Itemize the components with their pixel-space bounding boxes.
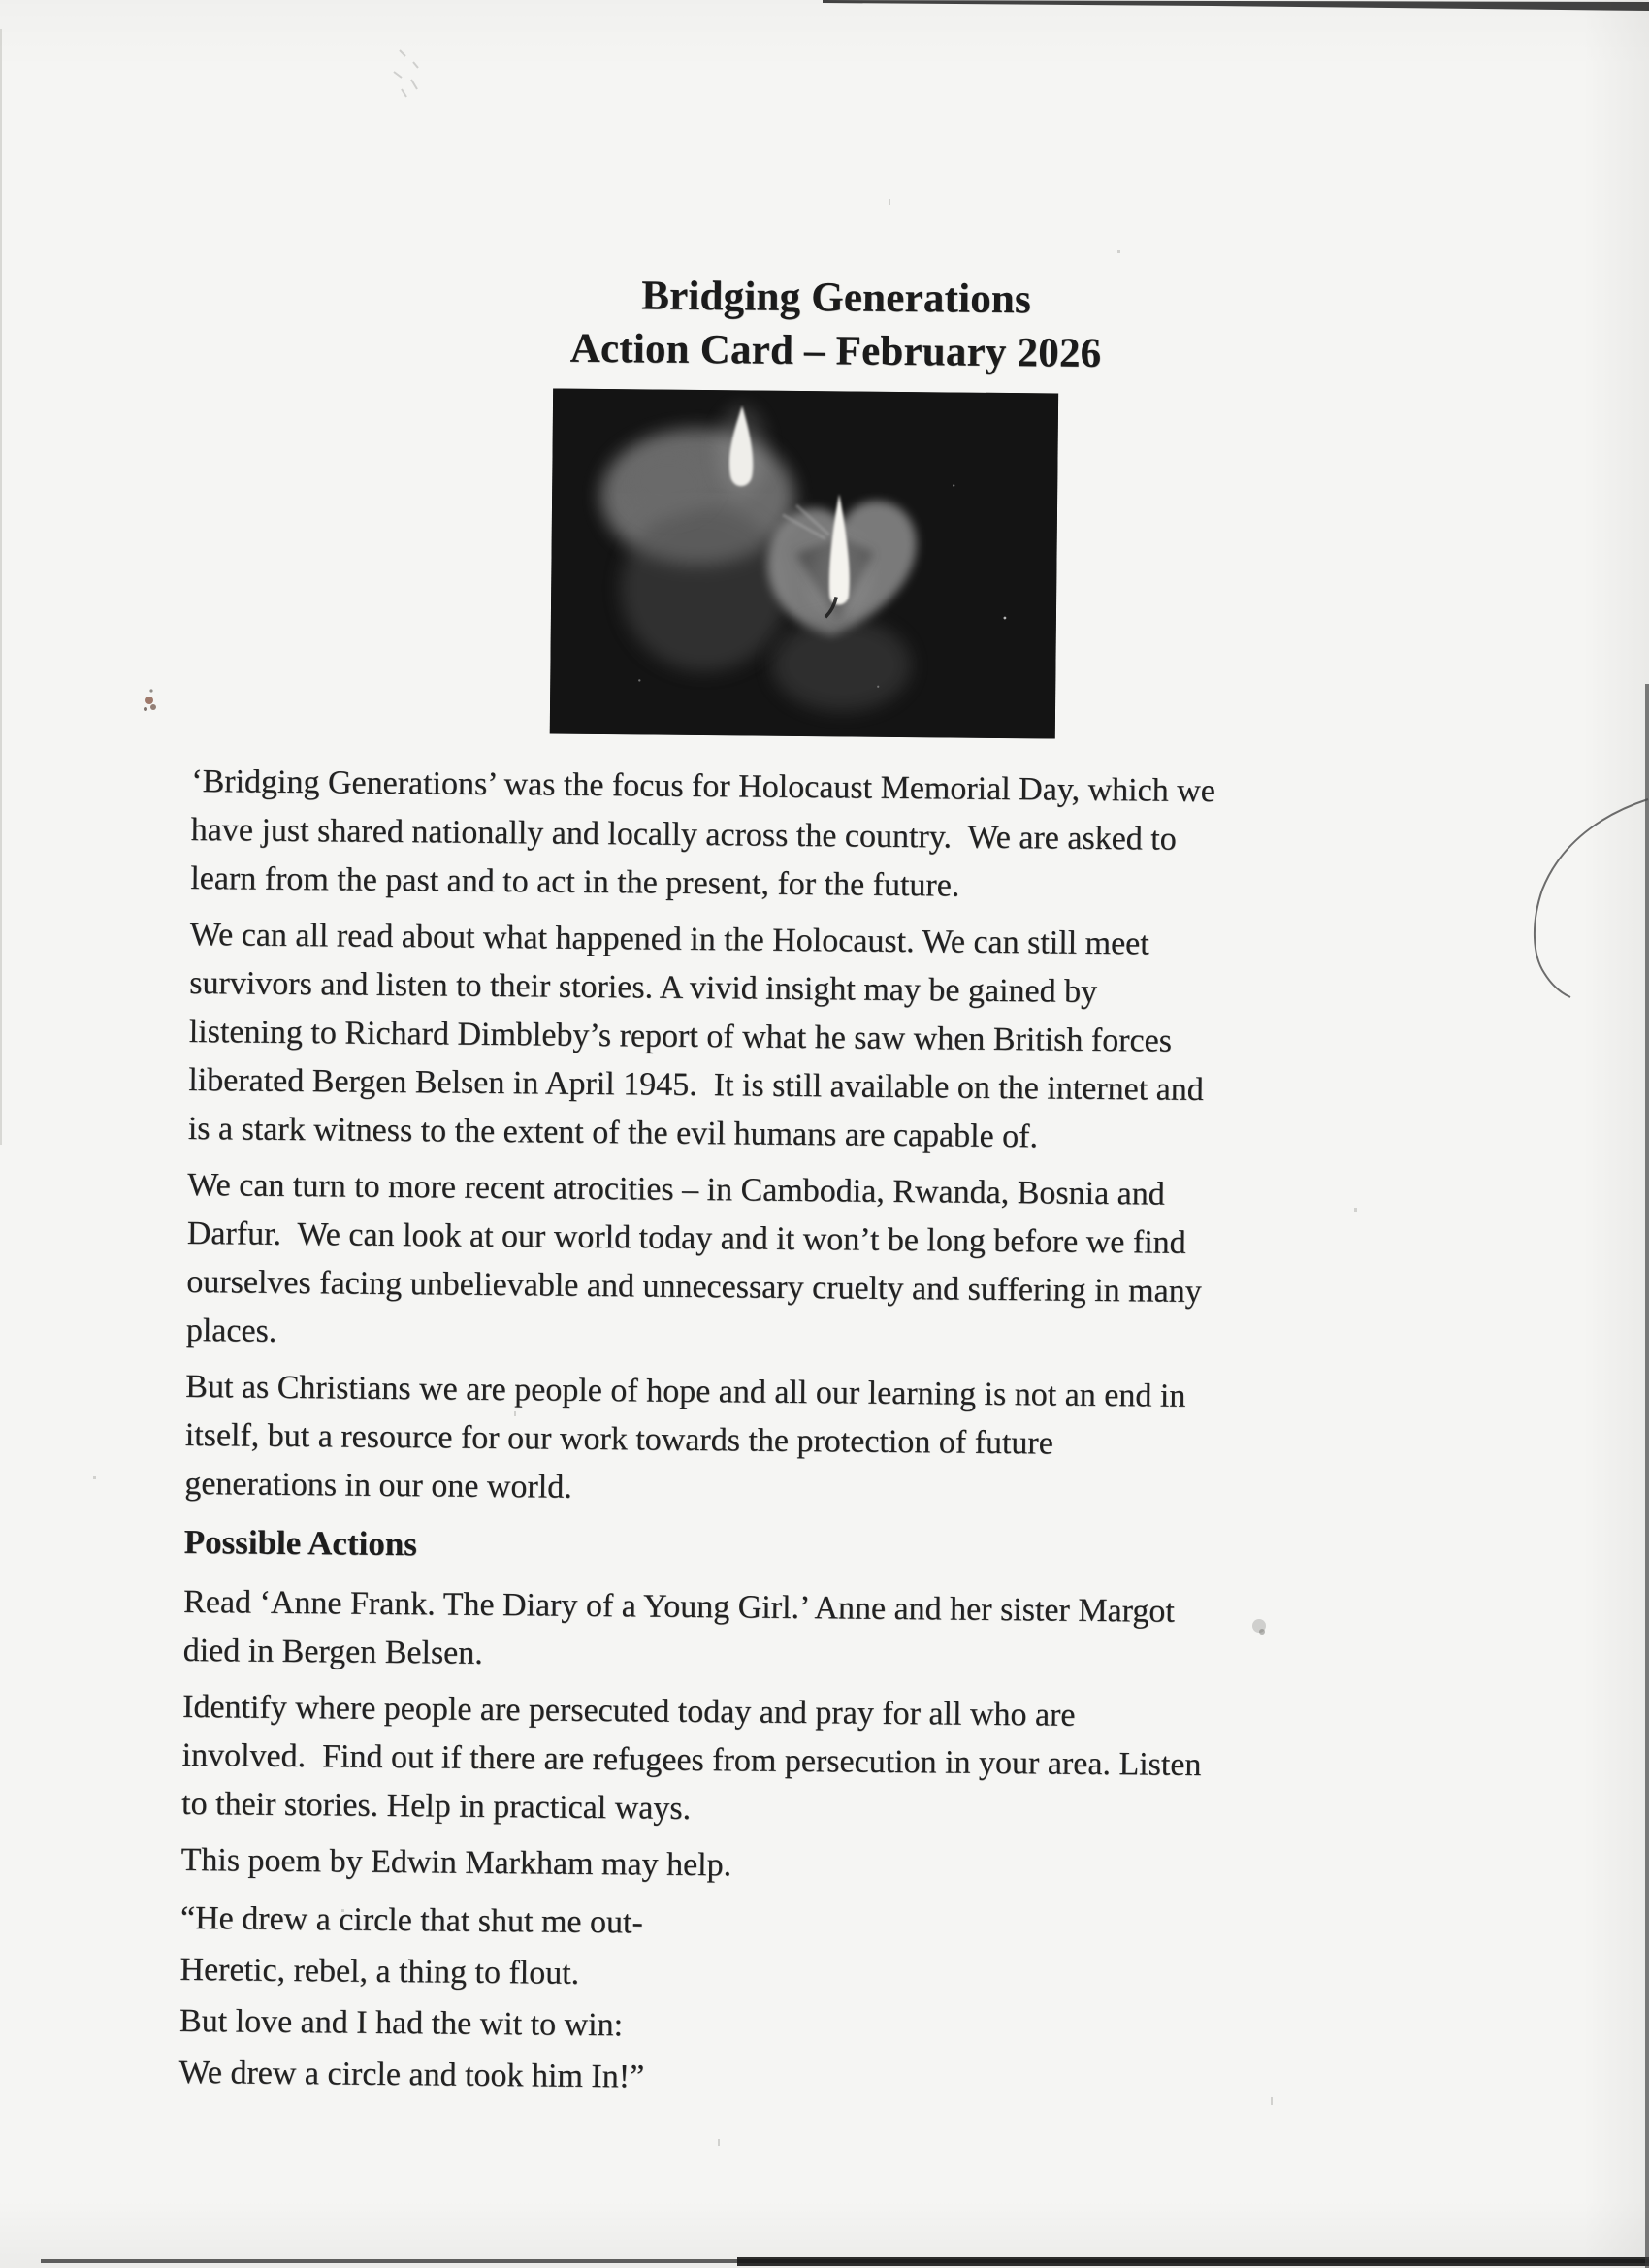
hair-curve-artifact <box>1535 799 1648 997</box>
body-text <box>178 758 1471 2111</box>
title-line-1: Bridging Generations <box>640 273 1032 323</box>
red-speck-artifact <box>144 689 156 711</box>
paragraph-intro: ‘Bridging Generations’ was the focus for Holocaust Memorial Day, which we have just shared nationally and locally across the country. We are asked to learn from the past and to act in the present, for the future. <box>190 762 1215 904</box>
scanner-edge-line-bottom-right <box>737 2257 1649 2266</box>
scanner-edge-line-bottom <box>41 2259 1649 2263</box>
scanner-edge-line-left <box>0 29 2 1145</box>
candles-illustration <box>550 389 1058 739</box>
paragraph-anne-frank: Read ‘Anne Frank. The Diary of a Young Girl.’ Anne and her sister Margot died in Bergen Belsen. <box>182 1583 1175 1671</box>
paragraph-hope: But as Christians we are people of hope and all our learning is not an end in itself, but a resource for our work towards the protection of future generations in our one world. <box>184 1368 1186 1506</box>
page-content <box>178 0 1479 2119</box>
poem-markham: “He drew a circle that shut me out- Heretic, rebel, a thing to flout. But love and I had the wit to win: We drew a circle and took him In!” <box>178 1899 645 2095</box>
title-line-2: Action Card – February 2026 <box>569 325 1102 376</box>
paragraph-identify: Identify where people are persecuted today and pray for all who are involved. Find out if there are refugees from persecution in your area. Listen to their stories. Help in practical ways. <box>180 1688 1202 1827</box>
document-title <box>195 0 1479 384</box>
lit-candles-photo <box>550 389 1058 739</box>
paragraph-poem-intro: This poem by Edwin Markham may help. <box>180 1841 732 1884</box>
scanner-edge-line-right <box>1645 684 1649 2268</box>
section-heading-possible-actions: Possible Actions <box>183 1522 418 1564</box>
paragraph-atrocities: We can turn to more recent atrocities – in Cambodia, Rwanda, Bosnia and Darfur. We can look at our world today and it won’t be long before we find ourselves facing unbelievable and unnecessary cruelty and suffering in many places. <box>185 1166 1202 1349</box>
paragraph-holocaust: We can all read about what happened in the Holocaust. We can still meet survivors and listen to their stories. A vivid insight may be gained by listening to Richard Dimbleby’s report of what he saw when British forces liberated Bergen Belsen in April 1945. It is still available on the internet and is a stark witness to the extent of the evil humans are capable of. <box>187 916 1204 1155</box>
